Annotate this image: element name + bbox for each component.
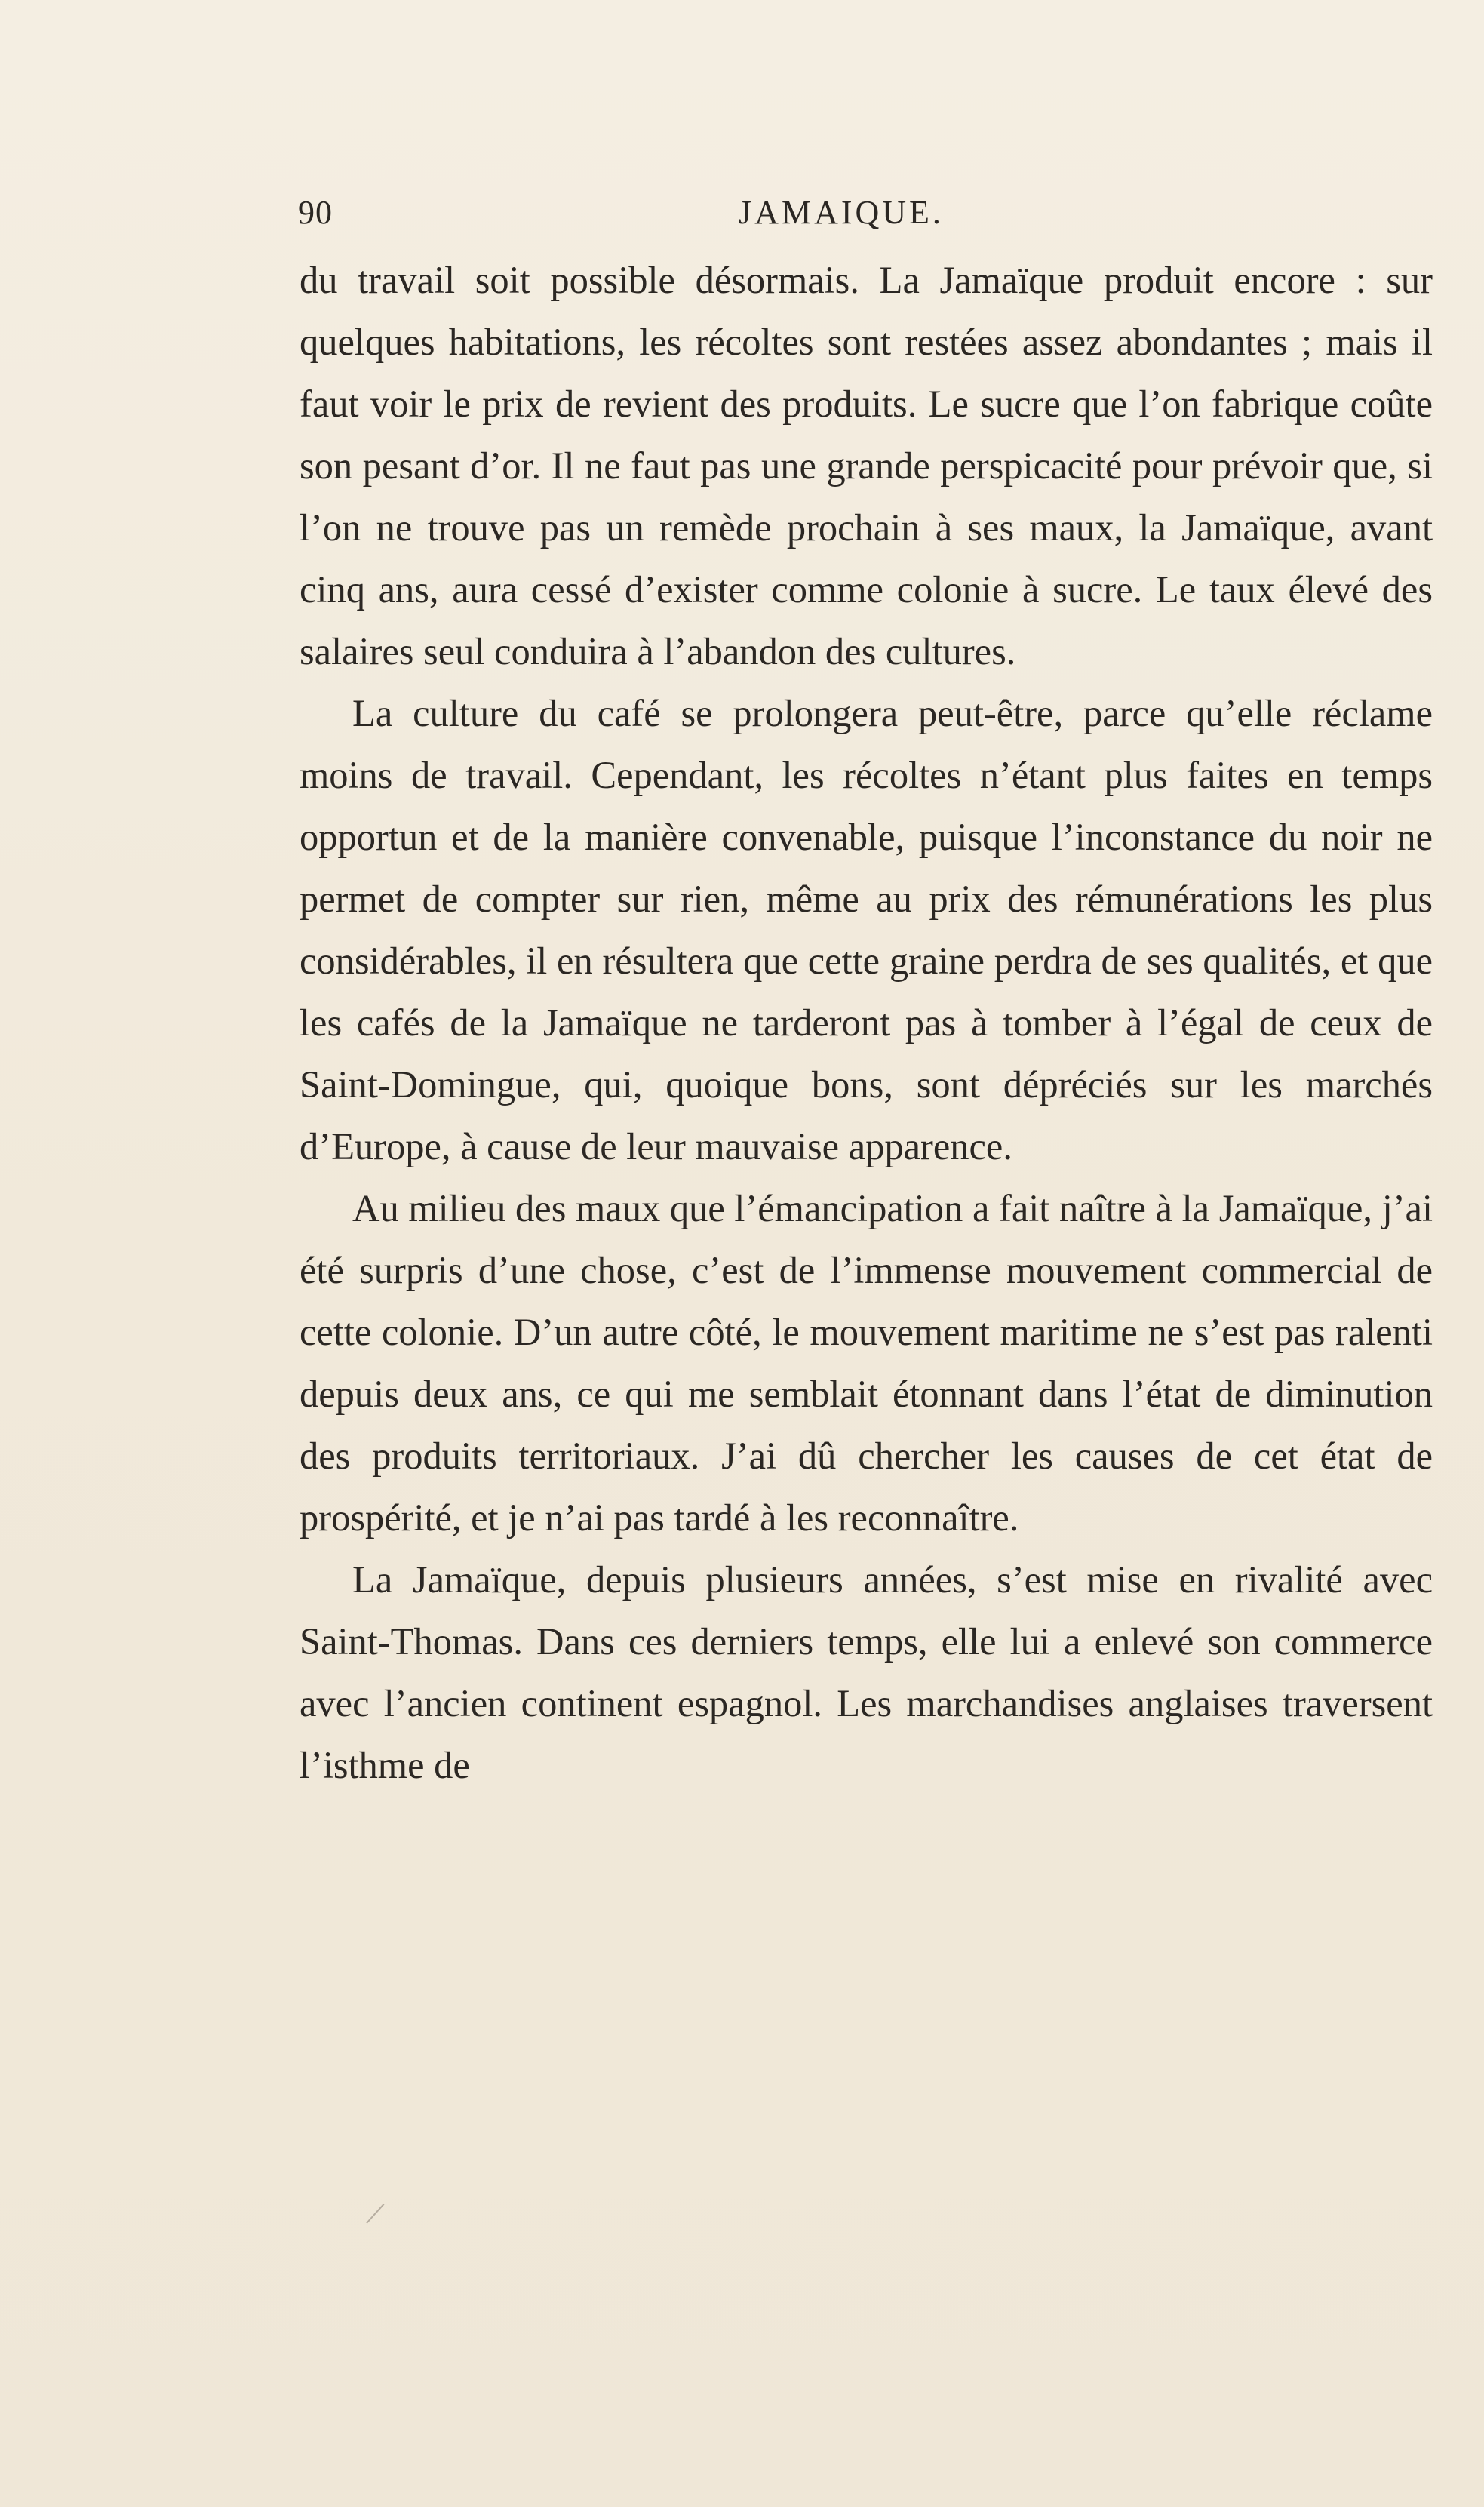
paragraph-commerce: Au milieu des maux que l’émancipation a fait naître à la Jamaïque, j’ai été surpris d’une chose, c’est de l’immense mouvement commercial de cette colonie. D’un autre côté, le mouvement maritime ne s’est pas ralenti depuis deux ans, ce qui me semblait étonnant dans l’état de diminution des produits territoriaux. J’ai dû chercher les causes de cet état de prospérité, et je n’ai pas tardé à les reconnaître. [300,1187,1433,1539]
page-header [298,190,1433,235]
paragraph-saint-thomas: La Jamaïque, depuis plusieurs années, s’est mise en rivalité avec Saint-Thomas. Dans ces derniers temps, elle lui a enlevé son commerce avec l’ancien continent espagnol. Les marchandises anglaises traversent l’isthme de [300,1558,1433,1786]
paragraph-cafe: La culture du café se prolongera peut-être, parce qu’elle réclame moins de travail. Cependant, les récoltes n’étant plus faites en temps opportun et de la manière convenable, puisque l’inconstance du noir ne permet de compter sur rien, même au prix des rémunérations les plus considérables, il en résultera que cette graine perdra de ses qualités, et que les cafés de la Jamaïque ne tarderont pas à tomber à l’égal de ceux de Saint-Domingue, qui, quoique bons, sont dépréciés sur les marchés d’Europe, à cause de leur mauvaise apparence. [300,692,1433,1167]
paragraph-continuation: du travail soit possible désormais. La Jamaïque produit encore : sur quelques habitations, les récoltes sont restées assez abondantes ; mais il faut voir le prix de revient des produits. Le sucre que l’on fabrique coûte son pesant d’or. Il ne faut pas une grande perspicacité pour prévoir que, si l’on ne trouve pas un remède prochain à ses maux, la Jamaïque, avant cinq ans, aura cessé d’exister comme colonie à sucre. Le taux élevé des salaires seul conduira à l’abandon des cultures. [300,259,1433,672]
running-title: JAMAIQUE. [739,194,944,231]
page-number: 90 [298,194,333,231]
stray-ink-mark [366,2204,384,2224]
page-text [300,249,1433,1796]
